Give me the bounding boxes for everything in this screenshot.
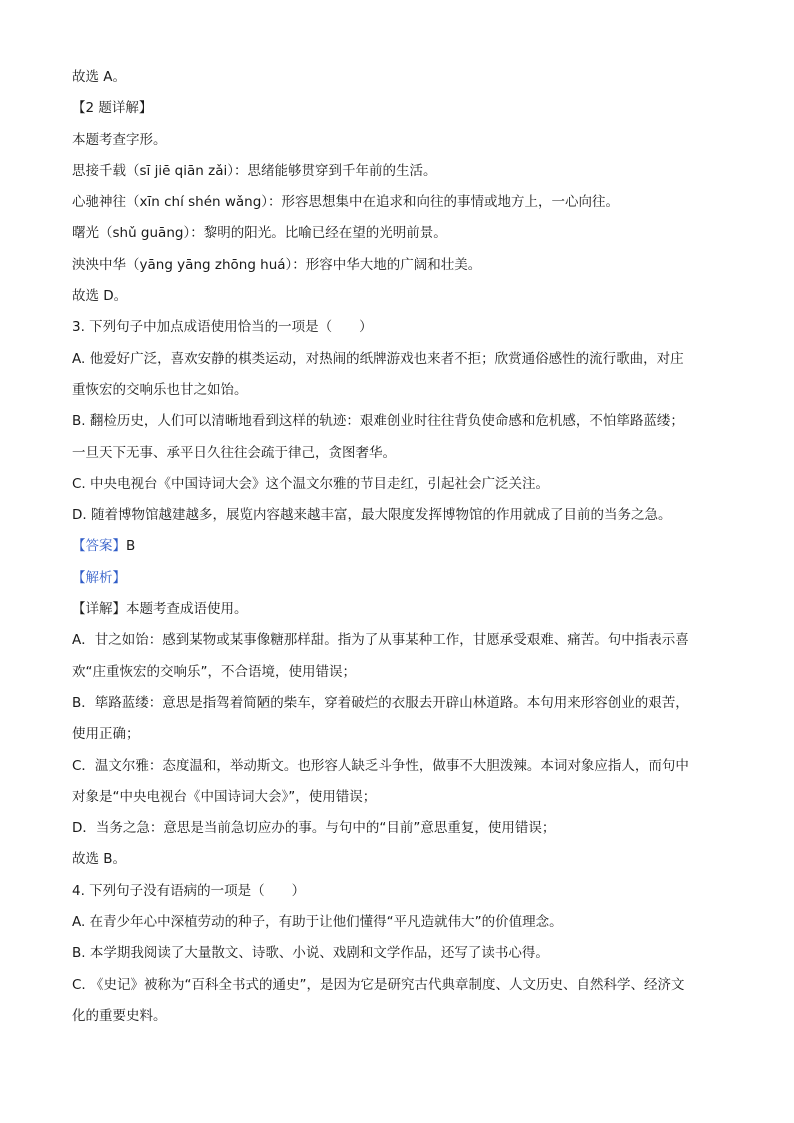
text-line: 曙光（shǔ guāng）：黎明的阳光。比喻已经在望的光明前景。 — [72, 225, 447, 242]
option-text: 重恢宏的交响乐也甘之如饴。 — [72, 381, 248, 398]
option-text: B. 本学期我阅读了大量散文、诗歌、小说、戏剧和文学作品，还写了读书心得。 — [72, 945, 549, 962]
option-text: A. 他爱好广泛，喜欢安静的棋类运动，对热闹的纸牌游戏也来者不拒；欣赏通俗感性的流行歌曲，对庄 — [72, 350, 684, 367]
question-stem: 3. 下列句子中加点成语使用恰当的一项是（ ） — [72, 319, 373, 336]
question-stem: 4. 下列句子没有语病的一项是（ ） — [72, 882, 306, 899]
text-line: D．当务之急：意思是当前急切应办的事。与句中的“目前”意思重复，使用错误； — [72, 820, 556, 837]
text-line: B．筚路蓝缕：意思是指驾着简陋的柴车，穿着破烂的衣服去开辟山林道路。本句用来形容创业的艰苦， — [72, 694, 689, 711]
option-text: 一旦天下无事、承平日久往往会疏于律己，贪图奢华。 — [72, 444, 396, 461]
text-line: 使用正确； — [72, 726, 140, 743]
text-line: 故选 D。 — [72, 288, 128, 305]
text-line: 心驰神往（xīn chí shén wǎng）：形容思想集中在追求和向往的事情或地方上，一心向往。 — [72, 194, 620, 211]
option-text: C. 《史记》被称为“百科全书式的通史”，是因为它是研究古代典章制度、人文历史、自然科学、经济文 — [72, 976, 685, 993]
text-line: 思接千载（sī jiē qiān zǎi）：思绪能够贯穿到千年前的生活。 — [72, 162, 437, 179]
text-line: 本题考查字形。 — [72, 131, 167, 148]
text-line: 【详解】本题考查成语使用。 — [72, 601, 248, 618]
text-line: A．甘之如饴：感到某物或某事像糖那样甜。指为了从事某种工作，甘愿承受艰难、痛苦。句中指表示喜 — [72, 632, 689, 649]
document-body — [72, 62, 732, 1032]
option-text: C. 中央电视台《中国诗词大会》这个温文尔雅的节目走红，引起社会广泛关注。 — [72, 475, 550, 492]
analysis-tag: 【解析】 — [72, 569, 126, 586]
text-line: 泱泱中华（yāng yāng zhōng huá）：形容中华大地的广阔和壮美。 — [72, 256, 482, 273]
text-line: C．温文尔雅：态度温和，举动斯文。也形容人缺乏斗争性，做事不大胆泼辣。本词对象应指人，而句中 — [72, 757, 689, 774]
text-line: 故选 B。 — [72, 851, 127, 868]
text-line: 【2 题详解】 — [72, 100, 153, 117]
answer-value: B — [126, 538, 136, 555]
text-line: 对象是“中央电视台《中国诗词大会》”，使用错误； — [72, 788, 377, 805]
answer-line — [72, 531, 732, 562]
text-line: 欢“庄重恢宏的交响乐”，不合语境，使用错误； — [72, 663, 356, 680]
option-text: D. 随着博物馆越建越多，展览内容越来越丰富，最大限度发挥博物馆的作用就成了目前的当务之急。 — [72, 507, 672, 524]
text-line: 故选 A。 — [72, 69, 127, 85]
option-text: A. 在青少年心中深植劳动的种子，有助于让他们懂得“平凡造就伟大”的价值理念。 — [72, 914, 563, 931]
option-text: 化的重要史料。 — [72, 1007, 167, 1024]
option-text: B. 翻检历史，人们可以清晰地看到这样的轨迹：艰难创业时往往背负使命感和危机感，不怕筚路蓝缕； — [72, 413, 684, 430]
answer-tag: 【答案】 — [72, 538, 126, 555]
